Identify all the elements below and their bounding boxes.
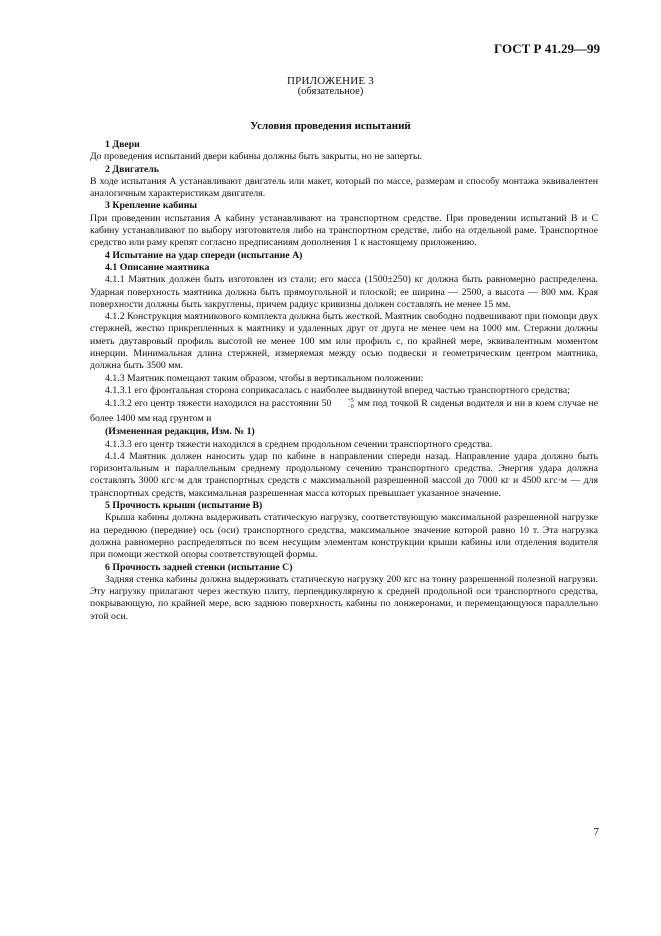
tolerance-lower: −0 xyxy=(347,403,354,410)
paragraph-4-1-3-1: 4.1.3.1 его фронтальная сторона соприкасалась с наиболее выдвинутой вперед частью транспортного средства; xyxy=(105,384,570,396)
tolerance-fraction xyxy=(332,398,353,410)
heading-roof-strength: 5 Прочность крыши (испытание В) xyxy=(105,500,263,512)
appendix-title: ПРИЛОЖЕНИЕ 3 xyxy=(287,75,374,87)
heading-rear-wall: 6 Прочность задней стенки (испытание С) xyxy=(105,561,293,573)
paragraph-4-1-4: 4.1.4 Маятник должен наносить удар по кабине в направлении спереди назад. Направление удара должно быть горизонтальным и параллельным среднему продольному сечению транспортного средства. Энергия удара должна составлять 3000 кгс·м для транспортных средств с максимальной разрешенной массой до 7000 кг и 4500 кгс·м — для транспортных средств, максимальная разрешенная масса которых превышает указанное значение. xyxy=(90,450,598,499)
paragraph-4-1-3-2 xyxy=(90,397,598,426)
appendix-subtitle: (обязательное) xyxy=(297,86,364,97)
paragraph-4-1-3-3: 4.1.3.3 его центр тяжести находился в среднем продольном сечении транспортного средства. xyxy=(105,438,493,450)
heading-front-impact: 4 Испытание на удар спереди (испытание А) xyxy=(105,249,303,261)
paragraph-rear-wall: Задняя стенка кабины должна выдерживать статическую нагрузку 200 кгс на тонну разрешенной полезной нагрузки. Эту нагрузку прилагают через жесткую плиту, перпендикулярную к средней продольной оси транспортного средства, покрывающую, по крайней мере, всю заднюю поверхность кабины по лонжеронами, и перемещающуюся параллельно этой оси. xyxy=(90,573,598,622)
paragraph-4-1-3: 4.1.3 Маятник помещают таким образом, чтобы в вертикальном положении: xyxy=(105,372,424,384)
page-number: 7 xyxy=(593,826,599,838)
paragraph-4-1-3-2-end: мм под точкой R сиденья водителя и ни в коем случае не более 1400 мм над грунтом и xyxy=(90,398,598,424)
paragraph-engine: В ходе испытания А устанавливают двигатель или макет, который по массе, размерам и способу монтажа эквивалентен аналогичным характеристикам двигателя. xyxy=(90,175,598,200)
document-body xyxy=(90,139,598,623)
heading-cab-mounting: 3 Крепление кабины xyxy=(105,200,198,212)
paragraph-4-1-3-2-start: 4.1.3.2 его центр тяжести находился на расстоянии 50 xyxy=(105,398,332,410)
section-title: Условия проведения испытаний xyxy=(250,120,411,132)
standard-header: ГОСТ Р 41.29—99 xyxy=(494,41,600,56)
paragraph-doors: До проведения испытаний двери кабины должны быть закрыты, но не заперты. xyxy=(90,151,422,163)
paragraph-cab-mounting: При проведении испытания А кабину устанавливают на транспортном средстве. При проведении испытаний В и С кабину устанавливают по выбору изготовителя либо на транспортном средстве, либо на отдельной раме. Транспортное средство или раму крепят согласно предписаниям дополнения 1 к настоящему приложению. xyxy=(90,212,598,249)
heading-engine: 2 Двигатель xyxy=(105,163,159,175)
tolerance-upper: +5 xyxy=(347,397,354,404)
heading-pendulum: 4.1 Описание маятника xyxy=(105,261,210,273)
heading-doors: 1 Двери xyxy=(105,139,140,150)
paragraph-4-1-2: 4.1.2 Конструкция маятникового комплекта должна быть жесткой. Маятник свободно подвешивают при помощи двух стержней, жестко прикрепленных к маятнику и удаленных друг от друга не менее чем на 1000 мм. Стержни должны иметь двутавровый профиль высотой не менее 100 мм или профиль с, по крайней мере, эквивалентным моментом инерции. Минимальная длина стержней, измеряемая между осью подвески и геометрическим центром маятника, должна быть 3500 мм. xyxy=(90,311,598,372)
paragraph-4-1-1: 4.1.1 Маятник должен быть изготовлен из стали; его масса (1500±250) кг должна быть равномерно распределена. Ударная поверхность маятника должна быть прямоугольной и плоской; ее ширина — 2500, а высота — 800 мм. Края поверхности должны быть закруглены, причем радиус кривизны должен составлять не менее 15 мм. xyxy=(90,274,598,310)
amendment-note: (Измененная редакция, Изм. № 1) xyxy=(105,426,255,438)
paragraph-roof-strength: Крыша кабины должна выдерживать статическую нагрузку, соответствующую максимальной разрешенной нагрузке на переднюю (передние) ось (оси) транспортного средства, максимальное значение которой равно 10 т. Эта нагрузка должна равномерно распределяться по всем несущим элементам конструкции крыши кабины или отделения водителя при помощи жесткой опоры соответствующей формы. xyxy=(90,512,598,561)
